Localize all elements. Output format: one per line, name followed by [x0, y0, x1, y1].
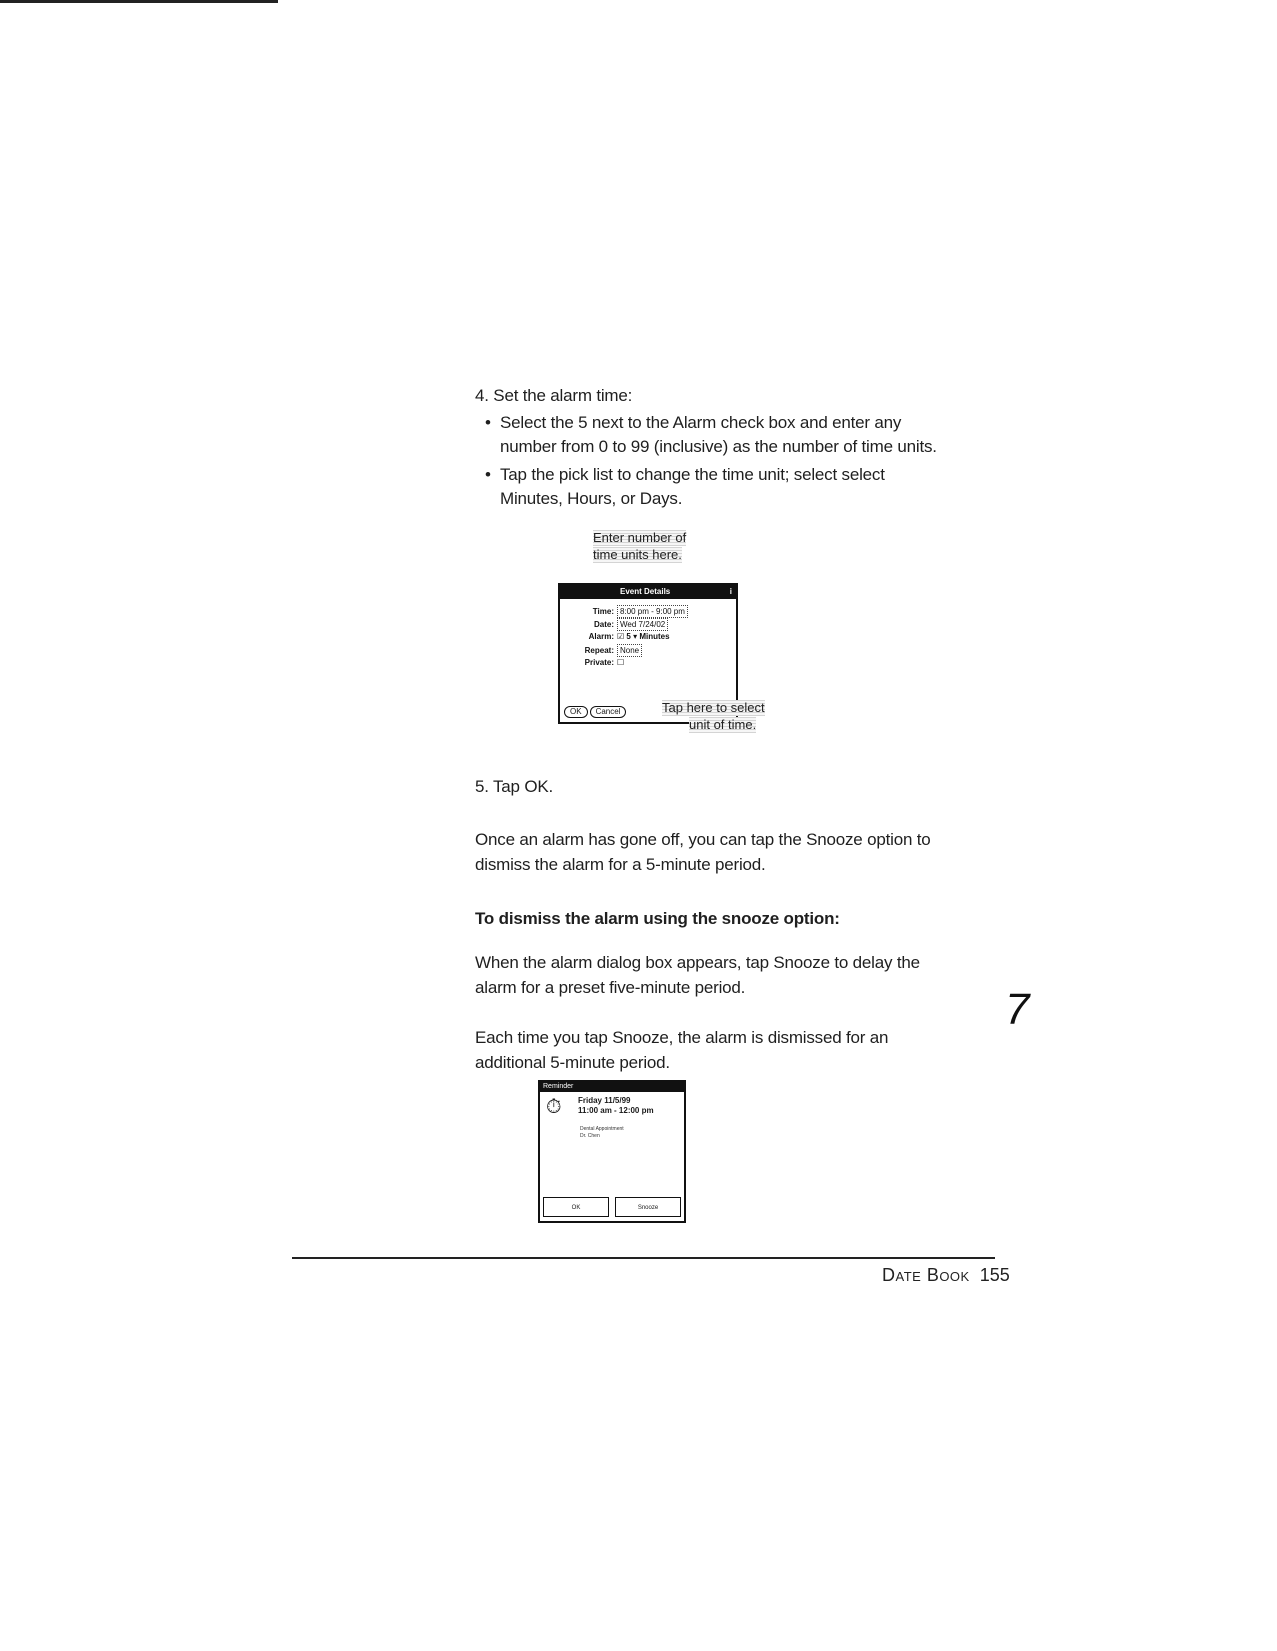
- private-checkbox[interactable]: ☐: [617, 658, 625, 667]
- dialog-buttons: [564, 706, 628, 718]
- reminder-time: 11:00 am - 12:00 pm: [578, 1106, 654, 1115]
- bullet-1-line-2: number from 0 to 99 (inclusive) as the number of time units.: [500, 437, 937, 456]
- date-row[interactable]: [564, 618, 668, 631]
- paragraph-2-line-1: When the alarm dialog box appears, tap Snooze to delay the: [475, 953, 920, 972]
- chapter-tab-number: 7: [1005, 985, 1030, 1034]
- cancel-button[interactable]: Cancel: [590, 706, 627, 718]
- alarm-clock-icon: ⏱: [546, 1096, 562, 1118]
- repeat-field[interactable]: None: [617, 644, 642, 657]
- date-field[interactable]: Wed 7/24/02: [617, 618, 668, 631]
- reminder-title-bar: [540, 1082, 684, 1092]
- bullet-2-line-1: • Tap the pick list to change the time unit; select select: [500, 462, 885, 487]
- callout-tap-here-line-1: Tap here to select: [662, 700, 765, 715]
- time-row[interactable]: [564, 605, 688, 618]
- top-rule: [0, 0, 278, 3]
- callout-tap-here-line-2: unit of time.: [689, 717, 757, 732]
- private-row[interactable]: [564, 657, 624, 668]
- reminder-note-line-1: Dental Appointment: [580, 1126, 624, 1132]
- snooze-button[interactable]: Snooze: [615, 1197, 681, 1217]
- paragraph-1-line-1: Once an alarm has gone off, you can tap the Snooze option to: [475, 830, 931, 849]
- reminder-note-line-2: Dr. Chen: [580, 1133, 600, 1139]
- page-number: 155: [979, 1265, 1010, 1285]
- dialog-title: Event Details: [620, 587, 671, 596]
- footer-rule: [292, 1257, 995, 1259]
- alarm-reminder-dialog: [538, 1080, 686, 1223]
- section-heading: To dismiss the alarm using the snooze option:: [475, 909, 840, 928]
- time-label: Time:: [592, 607, 614, 616]
- reminder-ok-button[interactable]: OK: [543, 1197, 609, 1217]
- step-4: 4. Set the alarm time:: [475, 386, 633, 405]
- info-icon: i: [729, 587, 732, 596]
- ok-button[interactable]: OK: [564, 706, 588, 718]
- footer-section: Date Book: [882, 1265, 970, 1285]
- alarm-units-picker[interactable]: 5 ▾ Minutes: [626, 632, 670, 641]
- paragraph-3-line-1: Each time you tap Snooze, the alarm is dismissed for an: [475, 1028, 889, 1047]
- alarm-row[interactable]: [564, 631, 670, 642]
- reminder-title: Reminder: [543, 1083, 574, 1090]
- alarm-label: Alarm:: [588, 632, 614, 641]
- reminder-description: [580, 1126, 624, 1140]
- step-5: 5. Tap OK.: [475, 777, 554, 796]
- date-label: Date:: [593, 620, 614, 629]
- reminder-date: Friday 11/5/99: [578, 1096, 631, 1105]
- paragraph-1-line-2: dismiss the alarm for a 5-minute period.: [475, 855, 766, 874]
- time-field[interactable]: 8:00 pm - 9:00 pm: [617, 605, 688, 618]
- callout-enter-number-line-2: time units here.: [593, 547, 682, 562]
- paragraph-2-line-2: alarm for a preset five-minute period.: [475, 978, 746, 997]
- bullet-2-line-2: Minutes, Hours, or Days.: [500, 489, 683, 508]
- dialog-title-bar: [560, 585, 736, 599]
- paragraph-3-line-2: additional 5-minute period.: [475, 1053, 670, 1072]
- private-label: Private:: [584, 658, 614, 667]
- alarm-checkbox[interactable]: ☑: [617, 632, 627, 641]
- repeat-row[interactable]: [564, 644, 642, 657]
- bullet-1-line-1: • Select the 5 next to the Alarm check box and enter any: [500, 410, 901, 435]
- page-footer: [882, 1263, 1010, 1287]
- repeat-label: Repeat:: [584, 646, 614, 655]
- callout-enter-number-line-1: Enter number of: [593, 530, 687, 545]
